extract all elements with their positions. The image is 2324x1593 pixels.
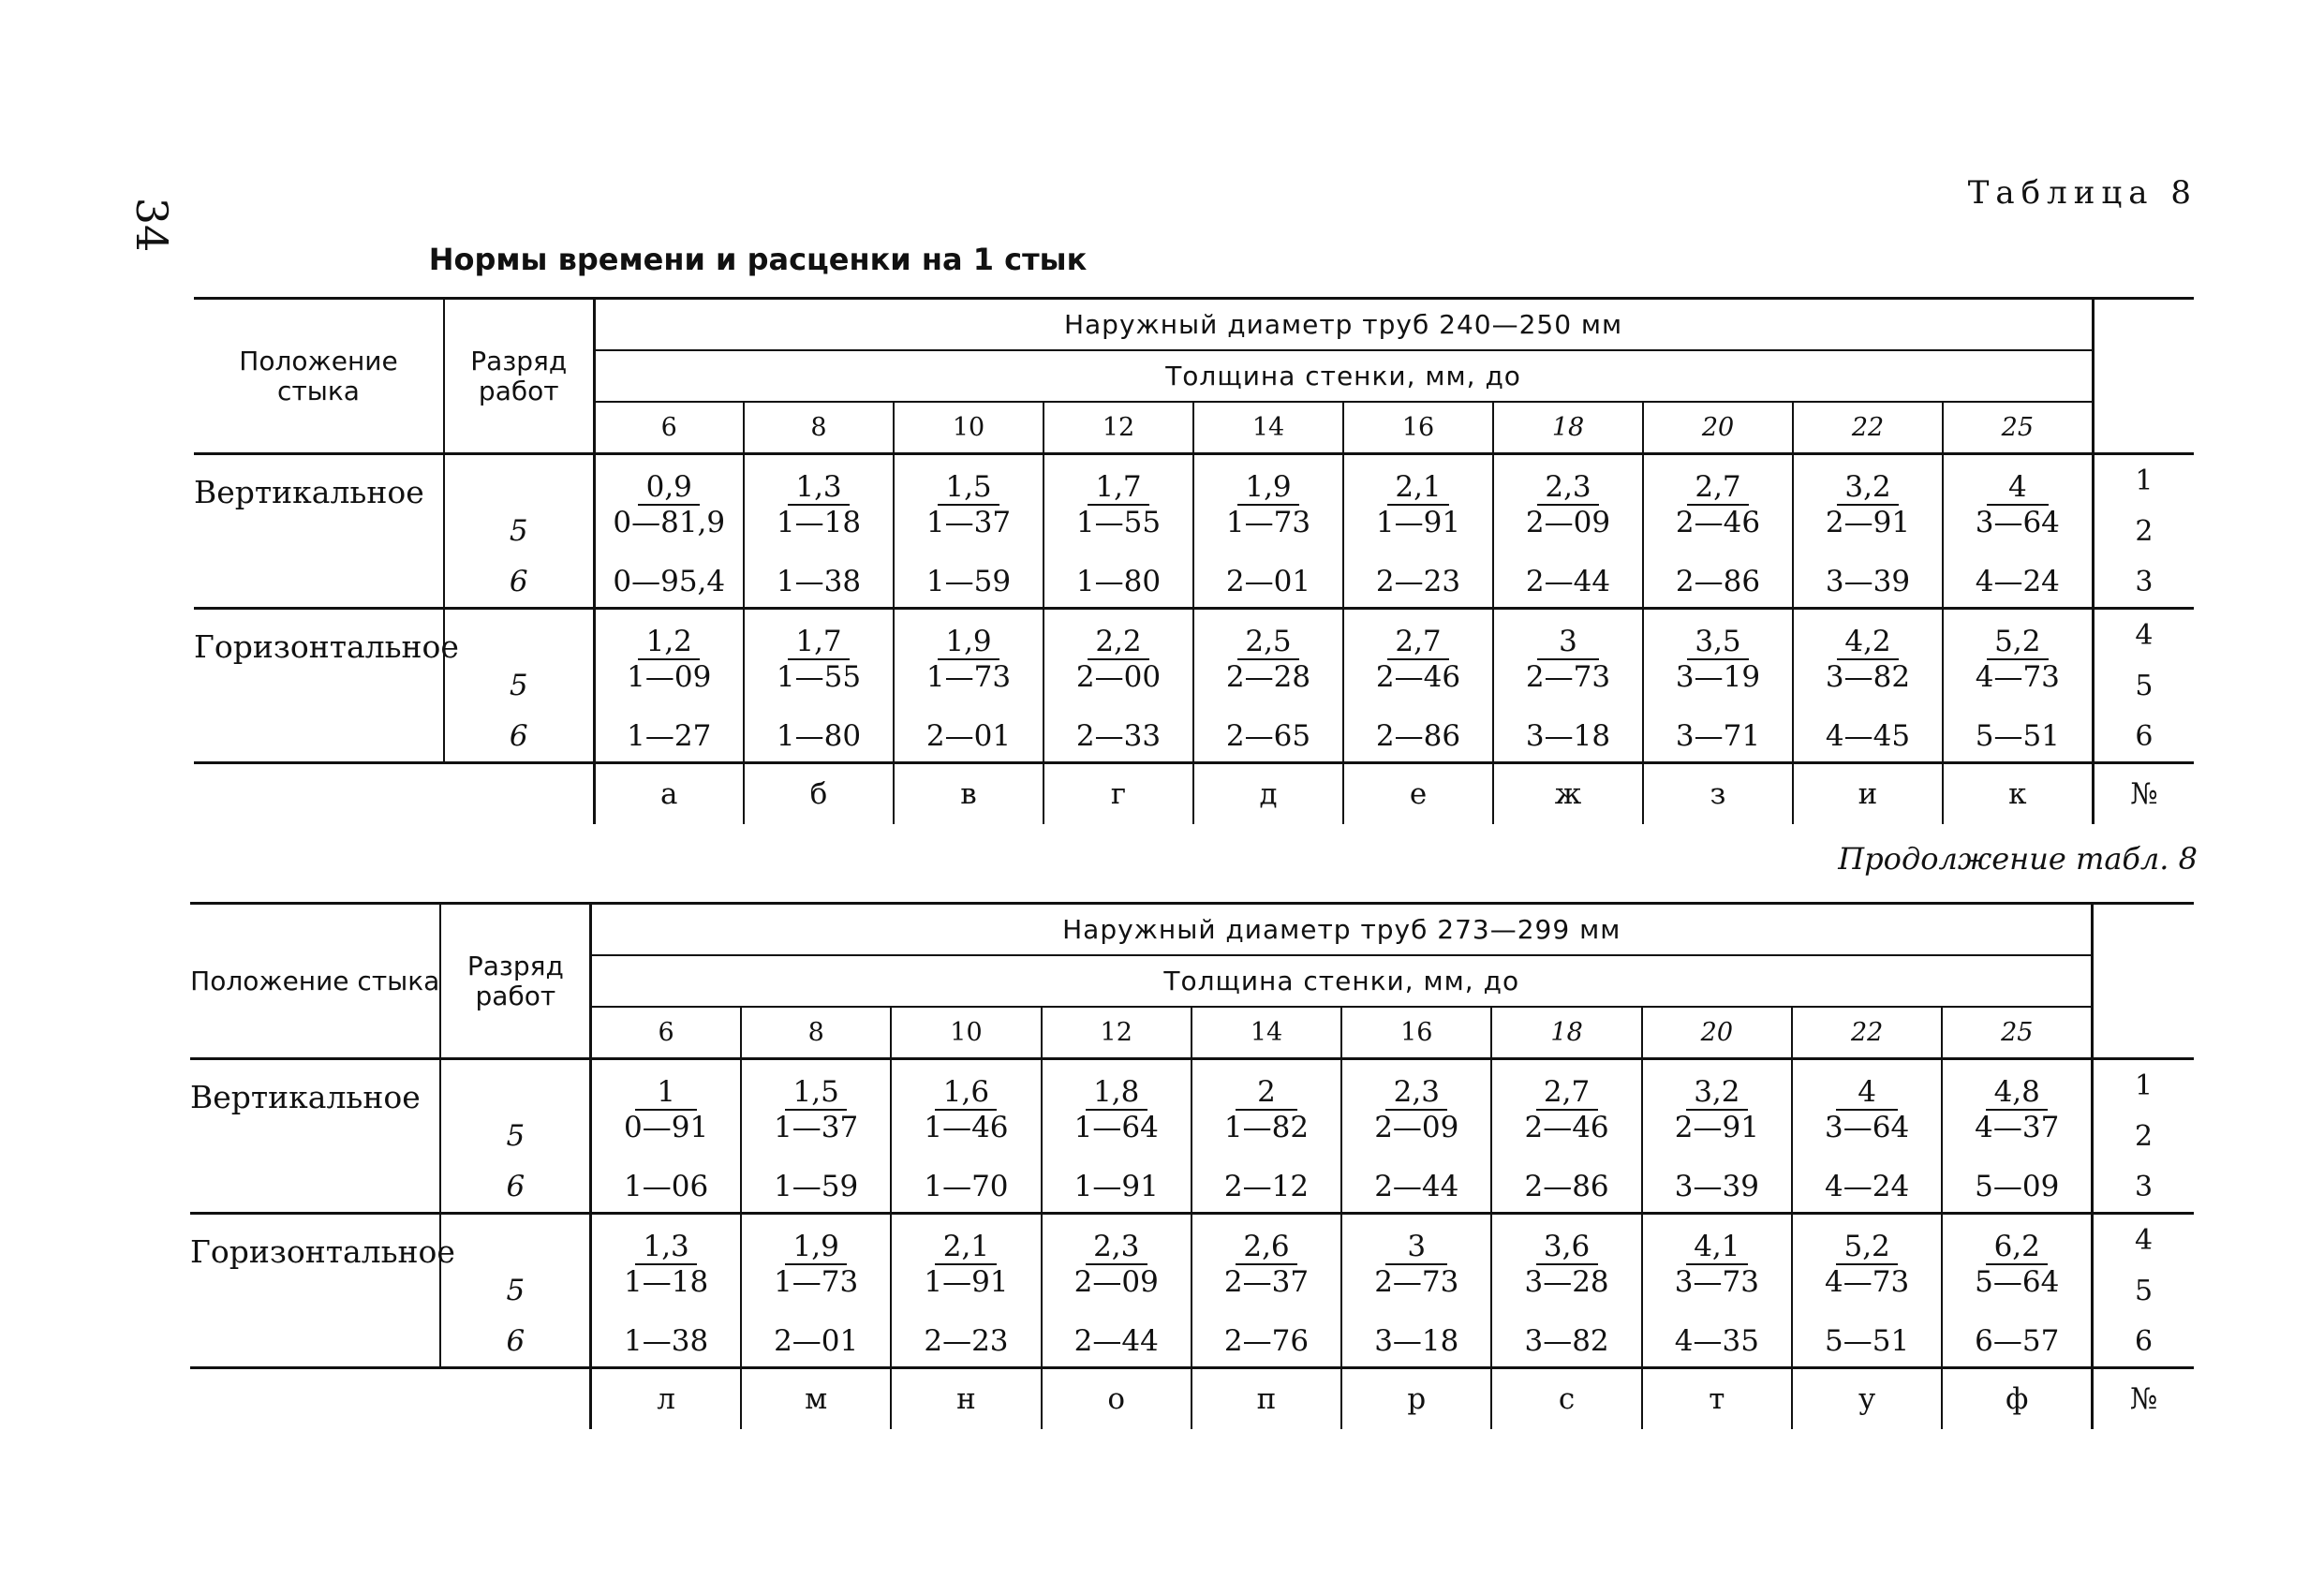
price-value: 1—91 [1042,1161,1192,1214]
column-letter: л [591,1368,741,1430]
position-header: Положение стыка [194,299,444,454]
row-number: 2 [2135,514,2154,548]
price-value: 3—64 [1943,506,2093,556]
time-norm-value: 5,2 [1836,1230,1898,1265]
time-norm-value: 1,2 [638,625,700,660]
price-value: 2—46 [1491,1111,1641,1161]
time-norm-value: 2,1 [1387,470,1449,506]
time-norm-value: 0,9 [638,470,700,506]
continuation-caption: Продолжение табл. 8 [1838,841,2198,877]
price-value: 1—55 [744,660,894,711]
column-letter: т [1642,1368,1792,1430]
column-letter: ф [1942,1368,2092,1430]
thickness-cell: 18 [1493,402,1643,454]
thickness-cell: 25 [1942,1007,2092,1059]
time-norm-value: 1,5 [938,470,999,506]
price-value: 1—73 [741,1265,891,1316]
price-value: 3—82 [1491,1316,1641,1368]
time-norm-value: 3,2 [1686,1075,1748,1111]
grade-value: 6 [444,556,594,609]
thickness-cell: 14 [1193,402,1343,454]
price-value: 3—19 [1643,660,1793,711]
column-letter: а [594,763,744,825]
time-norm-value: 3,6 [1536,1230,1598,1265]
thickness-cell: 16 [1341,1007,1491,1059]
norm-row [190,1059,2194,1112]
price-value: 1—55 [1044,506,1193,556]
price-row [190,1316,2194,1368]
price-value: 1—06 [591,1161,741,1214]
diameter-header: Наружный диаметр труб 240—250 мм [594,299,2093,351]
price-value: 2—44 [1042,1316,1192,1368]
price-value: 3—73 [1642,1265,1792,1316]
diameter-header: Наружный диаметр труб 273—299 мм [591,904,2093,956]
column-letter: и [1793,763,1943,825]
price-row [190,1161,2194,1214]
time-norm-value: 1,9 [785,1230,847,1265]
time-norm-value: 3,5 [1687,625,1749,660]
price-row [190,1265,2194,1316]
price-value: 2—86 [1643,556,1793,609]
price-row [194,711,2194,763]
column-letter-row [194,763,2194,825]
price-value: 4—73 [1943,660,2093,711]
time-norm-value: 2,2 [1088,625,1149,660]
row-number-header [2093,904,2194,1059]
price-value: 3—18 [1341,1316,1491,1368]
time-norm-value: 2,3 [1537,470,1599,506]
thickness-cell: 22 [1792,1007,1942,1059]
price-value: 2—12 [1192,1161,1341,1214]
price-value: 1—91 [891,1265,1041,1316]
time-norm-value: 2,7 [1536,1075,1598,1111]
column-letter: е [1343,763,1493,825]
norm-row [190,1214,2194,1266]
row-number: 1 [2135,1069,2154,1102]
price-value: 1—82 [1192,1111,1341,1161]
time-norm-value: 3 [1537,625,1599,660]
time-norm-value: 1,5 [785,1075,847,1111]
thickness-cell: 20 [1643,402,1793,454]
price-value: 2—86 [1343,711,1493,763]
price-value: 2—73 [1341,1265,1491,1316]
time-norm-value: 4,8 [1986,1075,2048,1111]
time-norm-value: 3 [1385,1230,1447,1265]
row-number: 5 [2135,669,2154,702]
time-norm-value: 4 [1987,470,2049,506]
price-row [194,506,2194,556]
wall-thickness-header: Толщина стенки, мм, до [594,350,2093,402]
time-norm-value: 6,2 [1986,1230,2048,1265]
time-norm-value: 5,2 [1987,625,2049,660]
wall-thickness-header: Толщина стенки, мм, до [591,955,2093,1007]
row-number: 5 [2135,1274,2154,1307]
price-value: 3—39 [1793,556,1943,609]
price-value: 1—59 [894,556,1044,609]
price-value: 5—51 [1792,1316,1942,1368]
price-value: 1—46 [891,1111,1041,1161]
price-value: 0—95,4 [594,556,744,609]
column-letter: р [1341,1368,1491,1430]
price-value: 2—44 [1493,556,1643,609]
grade-header: Разряд работ [444,299,594,454]
price-value: 2—01 [741,1316,891,1368]
price-value: 6—57 [1942,1316,2092,1368]
grade-value: 6 [444,711,594,763]
time-norm-value: 3,2 [1837,470,1899,506]
price-value: 1—37 [894,506,1044,556]
price-value: 2—33 [1044,711,1193,763]
time-norm-value: 1,3 [635,1230,697,1265]
price-value: 1—18 [591,1265,741,1316]
price-value: 1—80 [744,711,894,763]
price-value: 2—65 [1193,711,1343,763]
row-number: 6 [2093,1316,2194,1368]
time-norm-value: 1,8 [1086,1075,1147,1111]
position-label: Горизонтальное [194,609,444,763]
position-label: Вертикальное [194,454,444,609]
number-sign: № [2130,777,2158,811]
time-norm-value: 2,7 [1387,625,1449,660]
grade-header: Разряд работ [440,904,590,1059]
price-value: 2—28 [1193,660,1343,711]
time-norm-value: 2,5 [1237,625,1299,660]
time-norm-value: 1,9 [938,625,999,660]
price-row [194,556,2194,609]
time-norm-value: 4,1 [1686,1230,1748,1265]
time-norm-value: 2,1 [935,1230,997,1265]
price-value: 4—73 [1792,1265,1942,1316]
time-norm-value: 4,2 [1837,625,1899,660]
price-value: 3—82 [1793,660,1943,711]
price-value: 2—46 [1343,660,1493,711]
table-title: Нормы времени и расценки на 1 стык [428,242,1088,277]
column-letter: к [1943,763,2093,825]
price-value: 1—70 [891,1161,1041,1214]
price-value: 4—24 [1943,556,2093,609]
price-value: 2—86 [1491,1161,1641,1214]
grade-value: 5 [444,506,594,556]
row-number: 2 [2135,1119,2154,1153]
time-norm-value: 2,6 [1236,1230,1297,1265]
grade-value: 6 [440,1161,590,1214]
price-value: 2—23 [1343,556,1493,609]
price-row [190,1111,2194,1161]
price-value: 1—38 [591,1316,741,1368]
thickness-cell: 16 [1343,402,1493,454]
price-value: 2—01 [1193,556,1343,609]
price-value: 0—81,9 [594,506,744,556]
column-letter: д [1193,763,1343,825]
thickness-cell: 10 [894,402,1044,454]
time-norm-value: 2,3 [1385,1075,1447,1111]
norm-row [194,609,2194,661]
column-letter: п [1192,1368,1341,1430]
column-letter: о [1042,1368,1192,1430]
price-value: 1—91 [1343,506,1493,556]
price-value: 2—76 [1192,1316,1341,1368]
column-letter-row [190,1368,2194,1430]
norms-table-240-250 [194,297,2194,824]
norm-row [194,454,2194,507]
grade-value: 6 [440,1316,590,1368]
price-value: 2—91 [1793,506,1943,556]
thickness-cell: 6 [594,402,744,454]
price-value: 3—71 [1643,711,1793,763]
time-norm-value: 2,3 [1086,1230,1147,1265]
row-number: 3 [2093,556,2194,609]
price-value: 1—27 [594,711,744,763]
price-value: 1—59 [741,1161,891,1214]
thickness-cell: 10 [891,1007,1041,1059]
time-norm-value: 1,3 [788,470,850,506]
price-value: 2—46 [1643,506,1793,556]
row-number: 3 [2093,1161,2194,1214]
column-letter: б [744,763,894,825]
price-value: 5—09 [1942,1161,2092,1214]
price-value: 2—01 [894,711,1044,763]
row-number: 4 [2135,618,2154,652]
column-letter: с [1491,1368,1641,1430]
time-norm-value: 1,6 [935,1075,997,1111]
position-label: Горизонтальное [190,1214,440,1368]
price-value: 3—39 [1642,1161,1792,1214]
price-value: 3—28 [1491,1265,1641,1316]
price-value: 4—45 [1793,711,1943,763]
norms-table-273-299 [190,902,2194,1429]
row-number-header [2093,299,2194,454]
time-norm-value: 1,9 [1237,470,1299,506]
column-letter: з [1643,763,1793,825]
thickness-cell: 20 [1642,1007,1792,1059]
price-value: 2—73 [1493,660,1643,711]
row-number: 4 [2135,1223,2154,1257]
price-value: 2—09 [1341,1111,1491,1161]
time-norm-value: 2 [1236,1075,1297,1111]
thickness-cell: 6 [591,1007,741,1059]
thickness-cell: 12 [1042,1007,1192,1059]
price-value: 2—23 [891,1316,1041,1368]
row-number: 6 [2093,711,2194,763]
grade-value: 5 [440,1265,590,1316]
thickness-cell: 14 [1192,1007,1341,1059]
price-value: 3—18 [1493,711,1643,763]
price-value: 1—73 [1193,506,1343,556]
price-value: 1—64 [1042,1111,1192,1161]
price-value: 1—09 [594,660,744,711]
thickness-cell: 25 [1943,402,2093,454]
number-sign: № [2129,1382,2158,1416]
time-norm-value: 1,7 [1088,470,1149,506]
thickness-cell: 8 [744,402,894,454]
price-value: 5—64 [1942,1265,2092,1316]
column-letter: н [891,1368,1041,1430]
price-value: 2—09 [1493,506,1643,556]
grade-value: 5 [444,660,594,711]
column-letter: г [1044,763,1193,825]
price-value: 2—91 [1642,1111,1792,1161]
price-value: 0—91 [591,1111,741,1161]
column-letter: в [894,763,1044,825]
thickness-cell: 18 [1491,1007,1641,1059]
time-norm-value: 4 [1836,1075,1898,1111]
thickness-cell: 12 [1044,402,1193,454]
grade-value: 5 [440,1111,590,1161]
thickness-cell: 8 [741,1007,891,1059]
table-caption: Таблица 8 [1967,174,2198,212]
column-letter: ж [1493,763,1643,825]
thickness-cell: 22 [1793,402,1943,454]
price-value: 5—51 [1943,711,2093,763]
time-norm-value: 1 [635,1075,697,1111]
time-norm-value: 2,7 [1687,470,1749,506]
price-value: 1—73 [894,660,1044,711]
position-header: Положение стыка [190,904,440,1059]
position-label: Вертикальное [190,1059,440,1214]
price-value: 1—18 [744,506,894,556]
price-value: 1—38 [744,556,894,609]
price-value: 1—80 [1044,556,1193,609]
time-norm-value: 1,7 [788,625,850,660]
row-number: 1 [2135,464,2154,497]
price-value: 2—00 [1044,660,1193,711]
price-row [194,660,2194,711]
column-letter: у [1792,1368,1942,1430]
price-value: 3—64 [1792,1111,1942,1161]
price-value: 2—37 [1192,1265,1341,1316]
price-value: 4—37 [1942,1111,2092,1161]
price-value: 4—24 [1792,1161,1942,1214]
price-value: 2—44 [1341,1161,1491,1214]
page-number: 34 [126,197,177,253]
column-letter: м [741,1368,891,1430]
price-value: 2—09 [1042,1265,1192,1316]
price-value: 4—35 [1642,1316,1792,1368]
price-value: 1—37 [741,1111,891,1161]
